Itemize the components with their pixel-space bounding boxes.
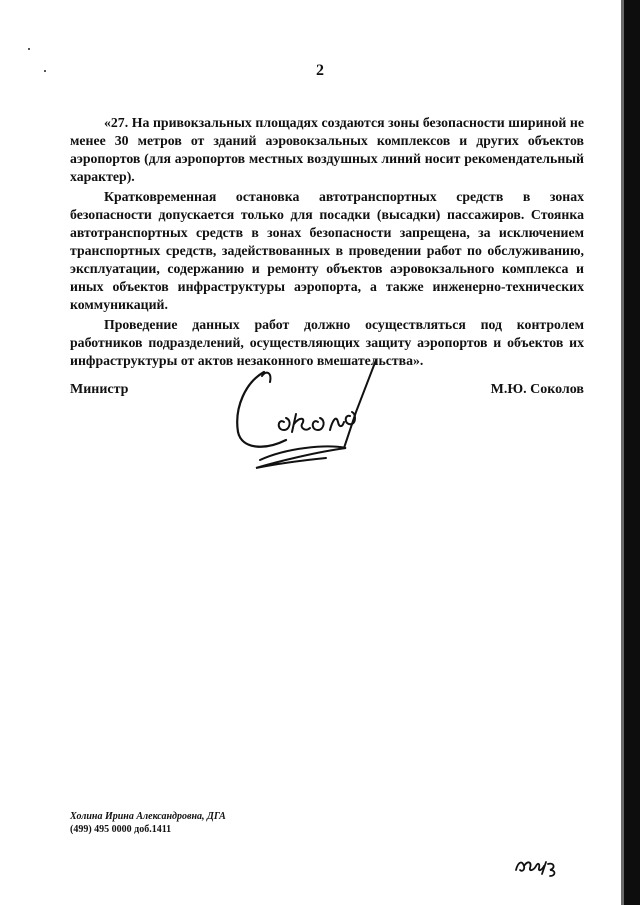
document-body <box>70 114 584 372</box>
signatory-title: Министр <box>70 382 129 397</box>
page-number: 2 <box>316 62 324 79</box>
paragraph-3: Проведение данных работ должно осуществляться под контролем работников подразделений, осуществляющих защиту аэропортов и объектов их инфраструктуры от актов незаконного вмешательства». <box>70 317 584 368</box>
executor-info <box>70 810 226 836</box>
handwritten-initials-mark <box>512 852 560 878</box>
paragraph-1: «27. На привокзальных площадях создаются зоны безопасности шириной не менее 30 метров от зданий аэровокзальных комплексов и других объектов аэропортов (для аэропортов местных воздушных линий носит рекомендательный характер). <box>70 115 584 184</box>
signatory-name: М.Ю. Соколов <box>490 382 584 397</box>
handwritten-signature <box>226 352 396 482</box>
scan-speck <box>28 48 30 50</box>
paragraph-2: Кратковременная остановка автотранспортных средств в зонах безопасности допускается только для посадки (высадки) пассажиров. Стоянка автотранспортных средств в зонах безопасности запрещена, за исключением транспортных средств, задействованных в проведении работ по обслуживанию, эксплуатации, содержанию и ремонту объектов аэровокзального комплекса и иных объектов инфраструктуры аэропорта, а также инженерно-технических коммуникаций. <box>70 189 584 312</box>
executor-name: Холина Ирина Александровна, ДГА <box>70 811 226 822</box>
executor-phone: (499) 495 0000 доб.1411 <box>70 824 172 835</box>
scan-edge-border <box>624 0 640 905</box>
